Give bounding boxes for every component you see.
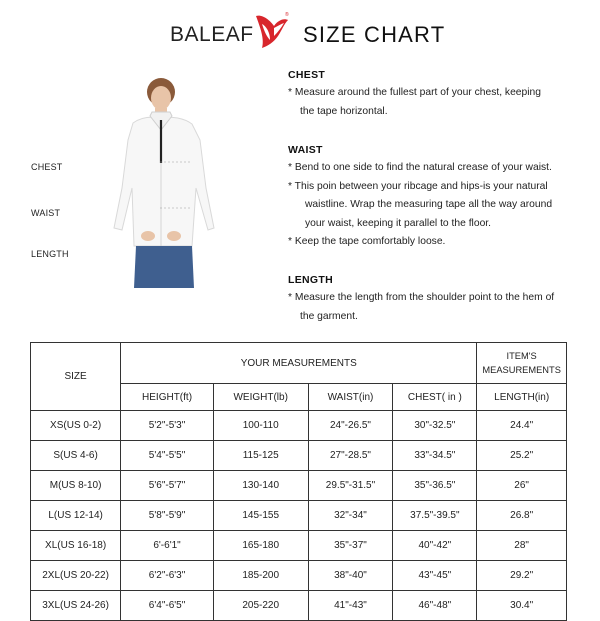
cell-waist: 24"-26.5" bbox=[308, 411, 393, 441]
table-row bbox=[31, 591, 567, 621]
table-row bbox=[31, 471, 567, 501]
column-header-weight: WEIGHT(lb) bbox=[213, 384, 308, 411]
waist-instructions bbox=[288, 141, 588, 252]
cell-waist: 32"-34" bbox=[308, 501, 393, 531]
chest-heading: CHEST bbox=[288, 69, 326, 81]
items-measurements-line1: ITEM'S bbox=[506, 351, 537, 361]
instruction-continuation: the garment. bbox=[300, 310, 358, 322]
waist-heading: WAIST bbox=[288, 144, 323, 156]
cell-height: 5'6"-5'7" bbox=[121, 471, 214, 501]
cell-chest: 33"-34.5" bbox=[393, 441, 477, 471]
column-header-height: HEIGHT(ft) bbox=[121, 384, 214, 411]
instruction-item bbox=[288, 233, 588, 252]
column-header-waist: WAIST(in) bbox=[308, 384, 393, 411]
cell-chest: 37.5"-39.5" bbox=[393, 501, 477, 531]
table-row bbox=[31, 561, 567, 591]
instruction-continuation: the tape horizontal. bbox=[300, 105, 388, 117]
items-measurements-header bbox=[477, 343, 567, 384]
instruction-line: * Measure the length from the shoulder point to the hem of bbox=[288, 292, 555, 303]
table-row bbox=[31, 441, 567, 471]
figure-label-length: LENGTH bbox=[31, 249, 69, 259]
cell-weight: 130-140 bbox=[213, 471, 308, 501]
cell-length: 29.2" bbox=[477, 561, 567, 591]
instruction-item bbox=[288, 289, 588, 326]
size-table bbox=[30, 342, 567, 621]
cell-height: 6'4"-6'5" bbox=[121, 591, 214, 621]
cell-length: 25.2" bbox=[477, 441, 567, 471]
cell-waist: 27"-28.5" bbox=[308, 441, 393, 471]
cell-weight: 185-200 bbox=[213, 561, 308, 591]
instruction-line: * This poin between your ribcage and hips-is your natural bbox=[288, 180, 548, 192]
cell-height: 6'2"-6'3" bbox=[121, 561, 214, 591]
cell-height: 5'2"-5'3" bbox=[121, 411, 214, 441]
cell-chest: 30"-32.5" bbox=[393, 411, 477, 441]
instruction-continuation: your waist, keeping it parallel to the floor. bbox=[305, 217, 492, 229]
length-instructions bbox=[288, 271, 588, 326]
cell-length: 26" bbox=[477, 471, 567, 501]
table-header-row bbox=[31, 343, 567, 384]
column-header-length: LENGTH(in) bbox=[477, 384, 567, 411]
chest-instructions bbox=[288, 66, 588, 121]
instruction-line: * Keep the tape comfortably loose. bbox=[288, 236, 446, 247]
figure-label-chest: CHEST bbox=[31, 162, 63, 172]
cell-size: XL(US 16-18) bbox=[31, 531, 121, 561]
cell-waist: 41"-43" bbox=[308, 591, 393, 621]
instruction-line: * Measure around the fullest part of your chest, keeping bbox=[288, 87, 541, 98]
cell-height: 5'8"-5'9" bbox=[121, 501, 214, 531]
length-heading: LENGTH bbox=[288, 274, 333, 286]
size-header: SIZE bbox=[31, 343, 121, 411]
instruction-item bbox=[288, 159, 588, 178]
instruction-item bbox=[288, 84, 588, 121]
cell-size: XS(US 0-2) bbox=[31, 411, 121, 441]
brand-name: BALEAF bbox=[170, 23, 254, 46]
model-figure-image bbox=[88, 78, 248, 328]
cell-length: 24.4" bbox=[477, 411, 567, 441]
cell-size: M(US 8-10) bbox=[31, 471, 121, 501]
cell-length: 26.8" bbox=[477, 501, 567, 531]
cell-weight: 115-125 bbox=[213, 441, 308, 471]
page-title: SIZE CHART bbox=[303, 22, 446, 47]
instruction-continuation: waistline. Wrap the measuring tape all the way around bbox=[305, 199, 553, 210]
instruction-line: * Bend to one side to find the natural crease of your waist. bbox=[288, 162, 552, 173]
cell-size: S(US 4-6) bbox=[31, 441, 121, 471]
cell-weight: 205-220 bbox=[213, 591, 308, 621]
cell-length: 30.4" bbox=[477, 591, 567, 621]
table-row bbox=[31, 411, 567, 441]
instruction-item bbox=[288, 178, 588, 234]
cell-weight: 100-110 bbox=[213, 411, 308, 441]
cell-chest: 40"-42" bbox=[393, 531, 477, 561]
cell-chest: 46"-48" bbox=[393, 591, 477, 621]
cell-height: 5'4"-5'5" bbox=[121, 441, 214, 471]
baleaf-logo-icon bbox=[248, 10, 290, 52]
cell-size: L(US 12-14) bbox=[31, 501, 121, 531]
cell-weight: 165-180 bbox=[213, 531, 308, 561]
cell-waist: 38"-40" bbox=[308, 561, 393, 591]
cell-waist: 35"-37" bbox=[308, 531, 393, 561]
table-row bbox=[31, 501, 567, 531]
page-header bbox=[0, 8, 600, 58]
figure-label-waist: WAIST bbox=[31, 208, 61, 218]
svg-text:®: ® bbox=[285, 12, 289, 18]
cell-chest: 35"-36.5" bbox=[393, 471, 477, 501]
your-measurements-header: YOUR MEASUREMENTS bbox=[121, 343, 477, 384]
cell-weight: 145-155 bbox=[213, 501, 308, 531]
items-measurements-line2: MEASUREMENTS bbox=[482, 365, 561, 375]
cell-chest: 43"-45" bbox=[393, 561, 477, 591]
column-header-chest: CHEST( in ) bbox=[393, 384, 477, 411]
table-row bbox=[31, 531, 567, 561]
cell-height: 6'-6'1" bbox=[121, 531, 214, 561]
cell-size: 2XL(US 20-22) bbox=[31, 561, 121, 591]
cell-length: 28" bbox=[477, 531, 567, 561]
cell-size: 3XL(US 24-26) bbox=[31, 591, 121, 621]
cell-waist: 29.5"-31.5" bbox=[308, 471, 393, 501]
